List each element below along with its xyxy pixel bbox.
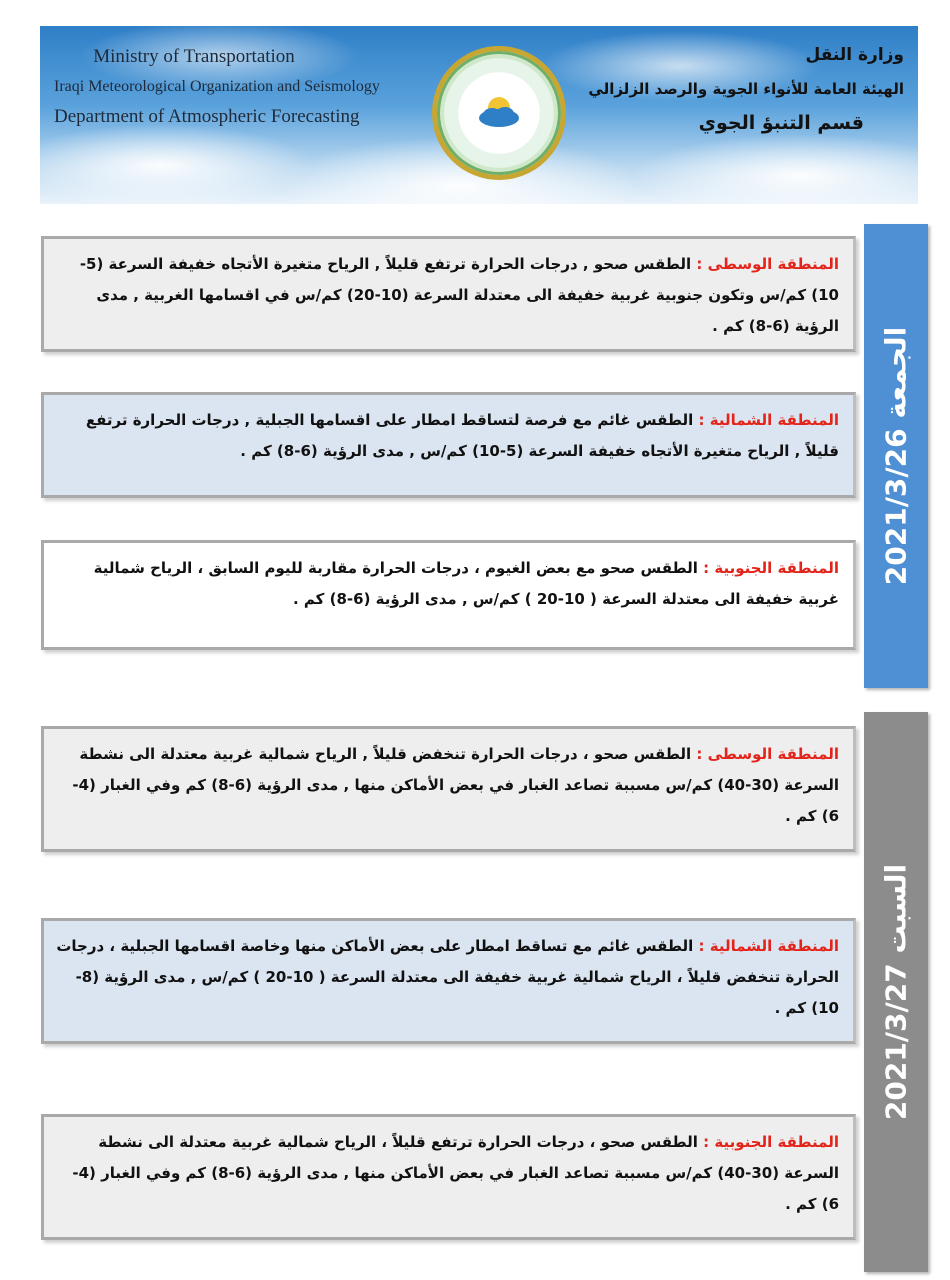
forecast-box-friday-central	[41, 236, 856, 352]
forecast-box-friday-south	[41, 540, 856, 650]
forecast-text: الطقس غائم مع فرصة لتساقط امطار على اقسامها الجبلية , درجات الحرارة ترتفع قليلاً , الرياح متغيرة الأتجاه خفيفة السرعة (5-10) كم/س , مدى الرؤية (6-8) كم .	[85, 411, 839, 460]
day-date-label: السبت 2021/3/27	[879, 863, 913, 1121]
english-header	[54, 42, 380, 132]
department-name-en: Department of Atmospheric Forecasting	[54, 106, 360, 127]
region-label: المنطقة الوسطى :	[696, 745, 839, 763]
forecast-box-saturday-south	[41, 1114, 856, 1240]
department-name-ar: قسم التنبؤ الجوي	[698, 112, 864, 134]
ministry-name-en: Ministry of Transportation	[93, 46, 295, 67]
region-label: المنطقة الوسطى :	[696, 255, 839, 273]
forecast-text: الطقس صحو ، درجات الحرارة ترتفع قليلاً ، الرياح شمالية غربية معتدلة الى نشطة السرعة (30-40) كم/س مسببة تصاعد الغبار في بعض الأماكن منها , مدى الرؤية (6-8) كم وفي الغبار (4-6) كم .	[72, 1133, 839, 1213]
arabic-header	[588, 38, 904, 140]
organization-seal-logo	[432, 46, 566, 180]
organization-name-en: Iraqi Meteorological Organization and Seismology	[54, 78, 380, 95]
forecast-text: الطقس غائم مع تساقط امطار على بعض الأماكن منها وخاصة اقسامها الجبلية ، درجات الحرارة تنخفض قليلاً ، الرياح شمالية غربية خفيفة الى معتدلة السرعة ( 10-20 ) كم/س , مدى الرؤية (8-10) كم .	[56, 937, 839, 1017]
forecast-text: الطقس صحو مع بعض الغيوم ، درجات الحرارة مقاربة لليوم السابق ، الرياح شمالية غربية خفيفة الى معتدلة السرعة ( 10-20 ) كم/س , مدى الرؤية (6-8) كم .	[93, 559, 839, 608]
region-label: المنطقة الجنوبية :	[703, 1133, 839, 1151]
forecast-box-friday-north	[41, 392, 856, 498]
forecast-text: الطقس صحو , درجات الحرارة ترتفع قليلاً , الرياح متغيرة الأتجاه خفيفة السرعة (5-10) كم/س وتكون جنوبية غربية خفيفة الى معتدلة السرعة (10-20) كم/س في اقسامها الغربية , مدى الرؤية (6-8) كم .	[79, 255, 839, 335]
forecast-box-saturday-central	[41, 726, 856, 852]
forecast-box-saturday-north	[41, 918, 856, 1044]
region-label: المنطقة الشمالية :	[698, 411, 839, 429]
day-sidebar-friday	[864, 224, 928, 688]
day-date-label: الجمعة 2021/3/26	[879, 326, 913, 586]
organization-name-ar: الهيئة العامة للأنواء الجوية والرصد الزلزالي	[588, 80, 904, 98]
day-sidebar-saturday	[864, 712, 928, 1272]
ministry-name-ar: وزارة النقل	[805, 45, 904, 65]
region-label: المنطقة الشمالية :	[698, 937, 839, 955]
header-banner	[40, 26, 918, 204]
region-label: المنطقة الجنوبية :	[703, 559, 839, 577]
sun-cloud-icon	[472, 86, 526, 140]
forecast-text: الطقس صحو ، درجات الحرارة تنخفض قليلاً , الرياح شمالية غربية معتدلة الى نشطة السرعة (30-40) كم/س مسببة تصاعد الغبار في بعض الأماكن منها , مدى الرؤية (6-8) كم وفي الغبار (4-6) كم .	[72, 745, 839, 825]
